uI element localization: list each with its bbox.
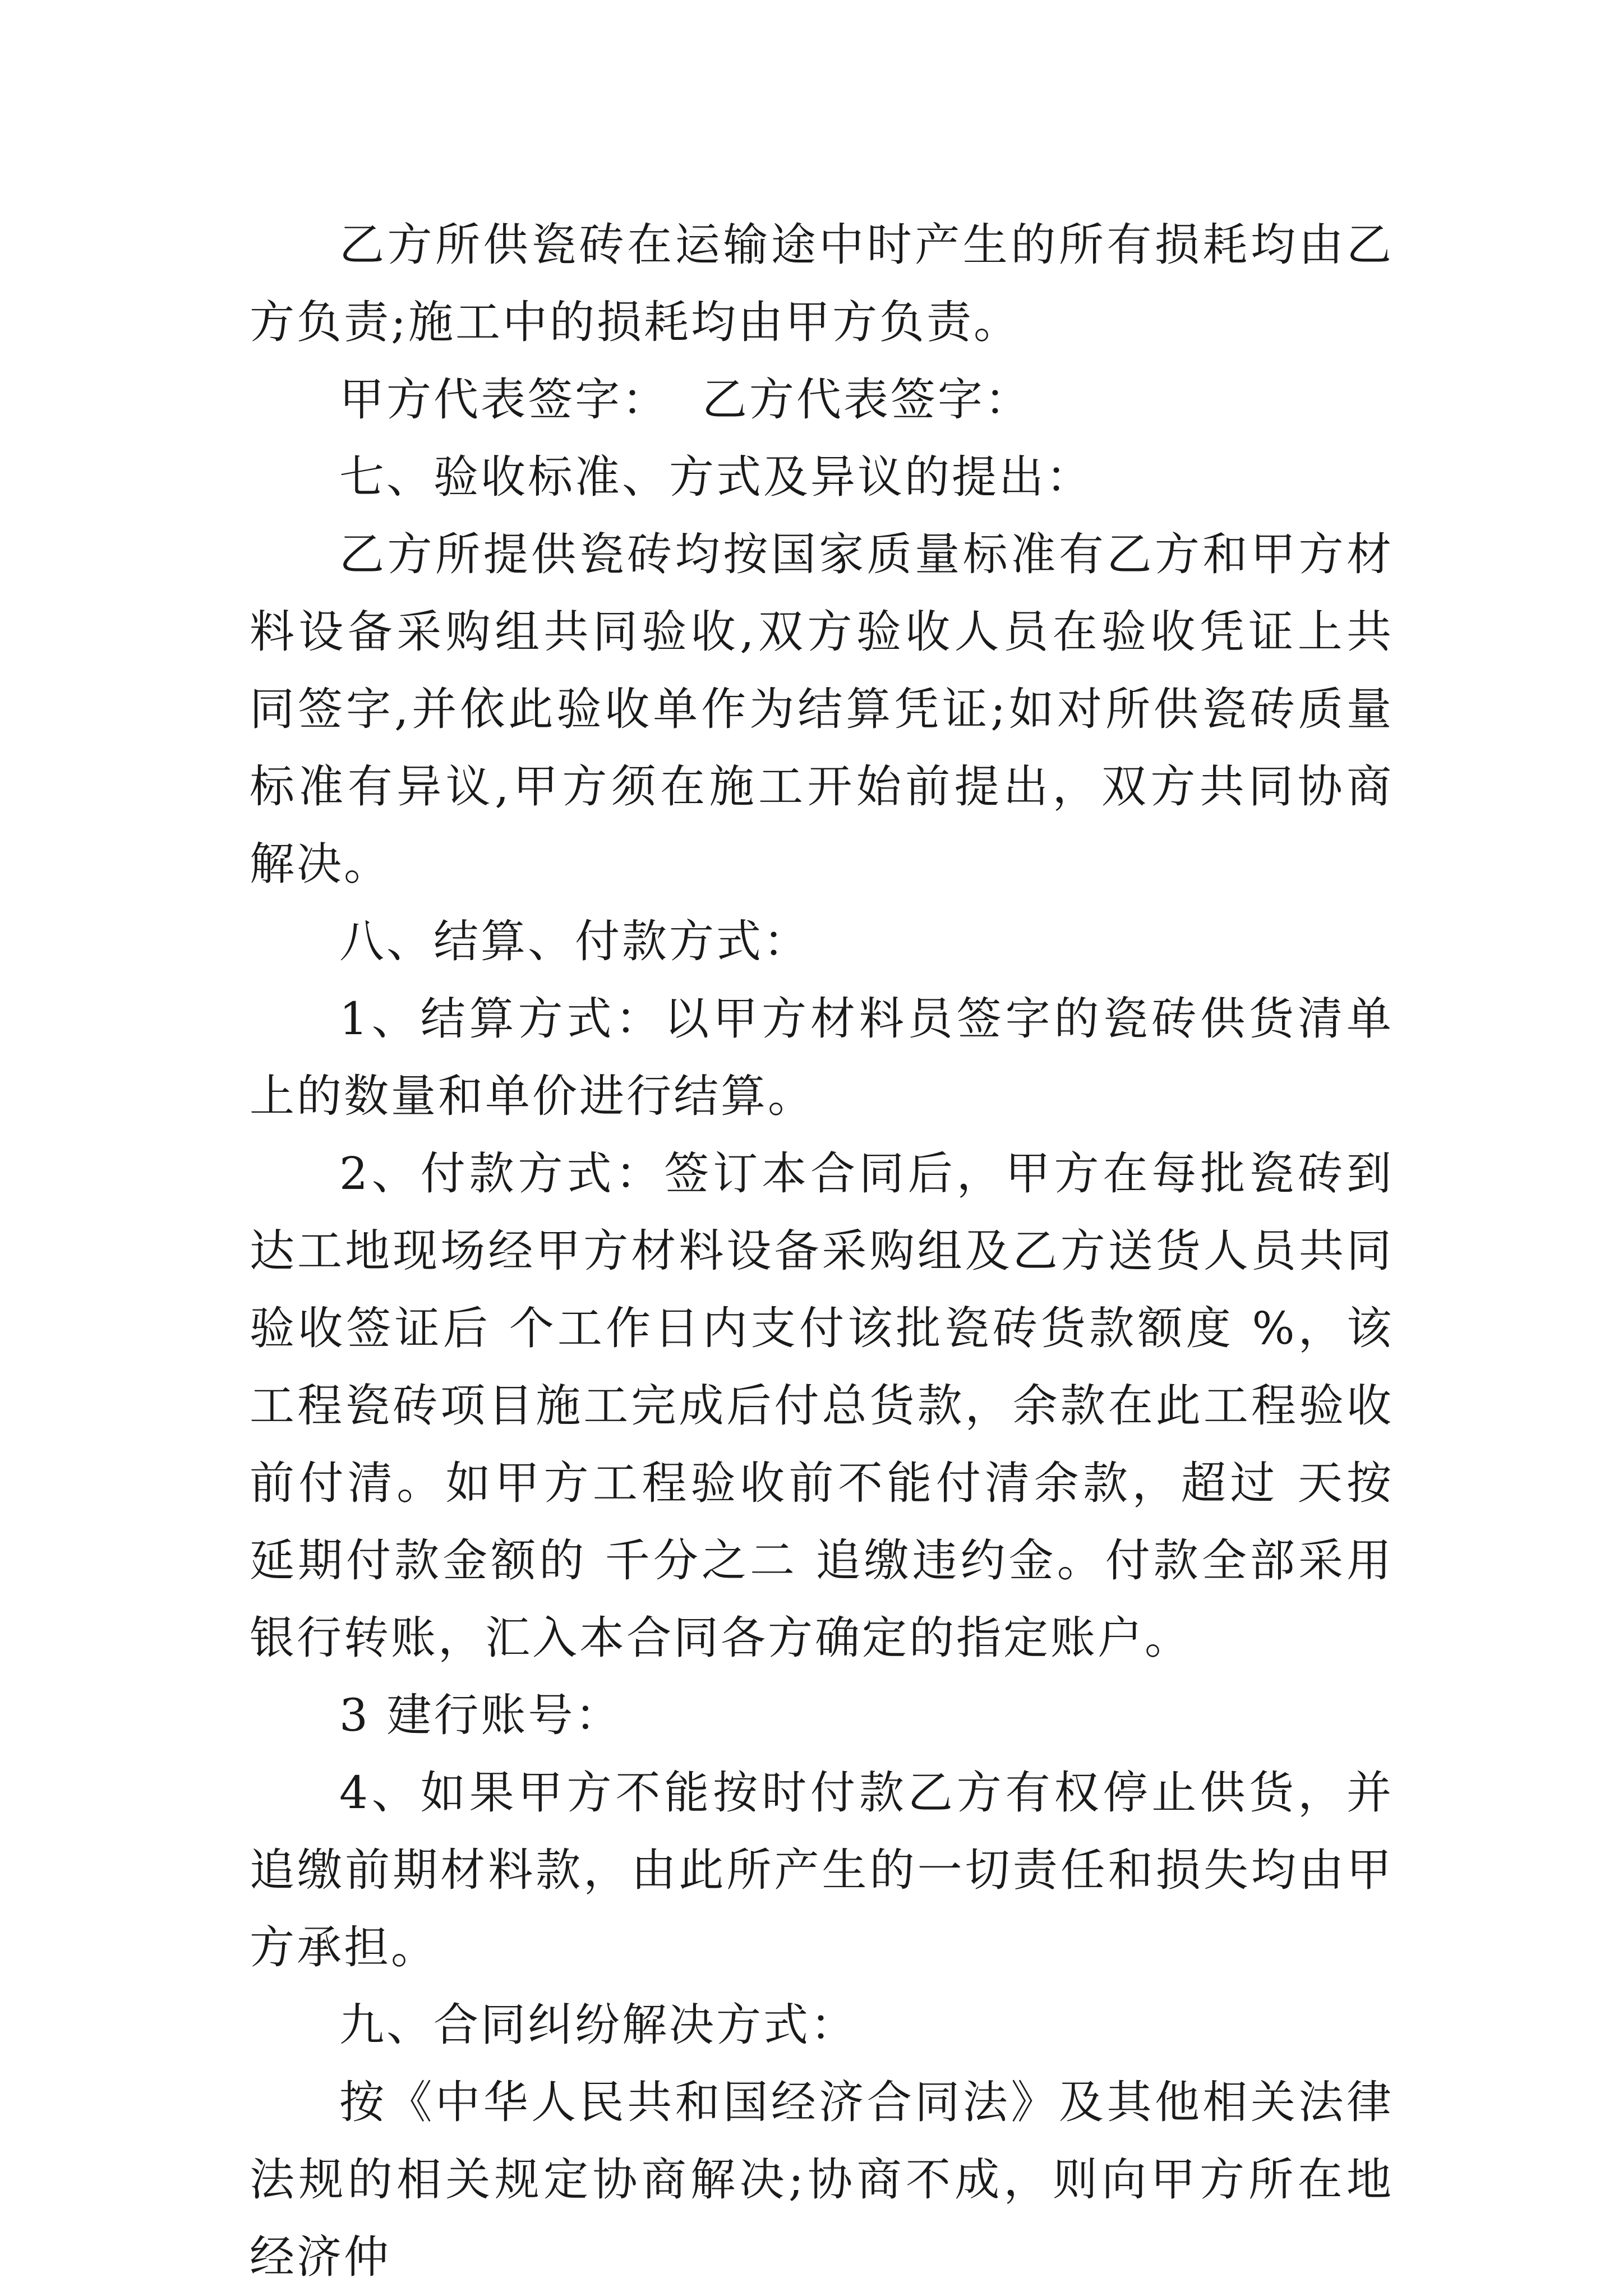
document-body — [250, 206, 1394, 2296]
paragraph-dispute-resolution: 按《中华人民共和国经济合同法》及其他相关法律法规的相关规定协商解决;协商不成，则向甲方所在地经济仲 — [250, 2076, 1394, 2283]
paragraph-bank-account: 3 建行账号： — [339, 1689, 623, 1741]
paragraph-acceptance-standard: 乙方所提供瓷砖均按国家质量标准有乙方和甲方材料设备采购组共同验收,双方验收人员在验收凭证上共同签字,并依此验收单作为结算凭证;如对所供瓷砖质量标准有异议,甲方须在施工开始前提出，双方共同协商解决。 — [250, 528, 1394, 890]
paragraph-signatures: 甲方代表签字： 乙方代表签字： — [339, 374, 1032, 426]
paragraph-payment-method: 2、付款方式：签订本合同后，甲方在每批瓷砖到达工地现场经甲方材料设备采购组及乙方送货人员共同验收签证后 个工作日内支付该批瓷砖货款额度 %，该工程瓷砖项目施工完成后付总货款，余款在此工程验收前付清。如甲方工程验收前不能付清余款，超过 天按延期付款金额的 千分之二 追缴违约金。付款全部采用银行转账，汇入本合同各方确定的指定账户。 — [250, 1147, 1394, 1664]
section-heading-acceptance: 七、验收标准、方式及异议的提出： — [339, 451, 1093, 503]
section-heading-dispute: 九、合同纠纷解决方式： — [339, 1999, 857, 2051]
paragraph-late-payment: 4、如果甲方不能按时付款乙方有权停止供货，并追缴前期材料款，由此所产生的一切责任和损失均由甲方承担。 — [250, 1767, 1394, 1974]
paragraph-settlement-method: 1、结算方式：以甲方材料员签字的瓷砖供货清单上的数量和单价进行结算。 — [250, 993, 1394, 1122]
paragraph-tile-loss-responsibility: 乙方所供瓷砖在运输途中时产生的所有损耗均由乙方负责;施工中的损耗均由甲方负责。 — [250, 219, 1394, 348]
section-heading-settlement: 八、结算、付款方式： — [339, 915, 810, 967]
